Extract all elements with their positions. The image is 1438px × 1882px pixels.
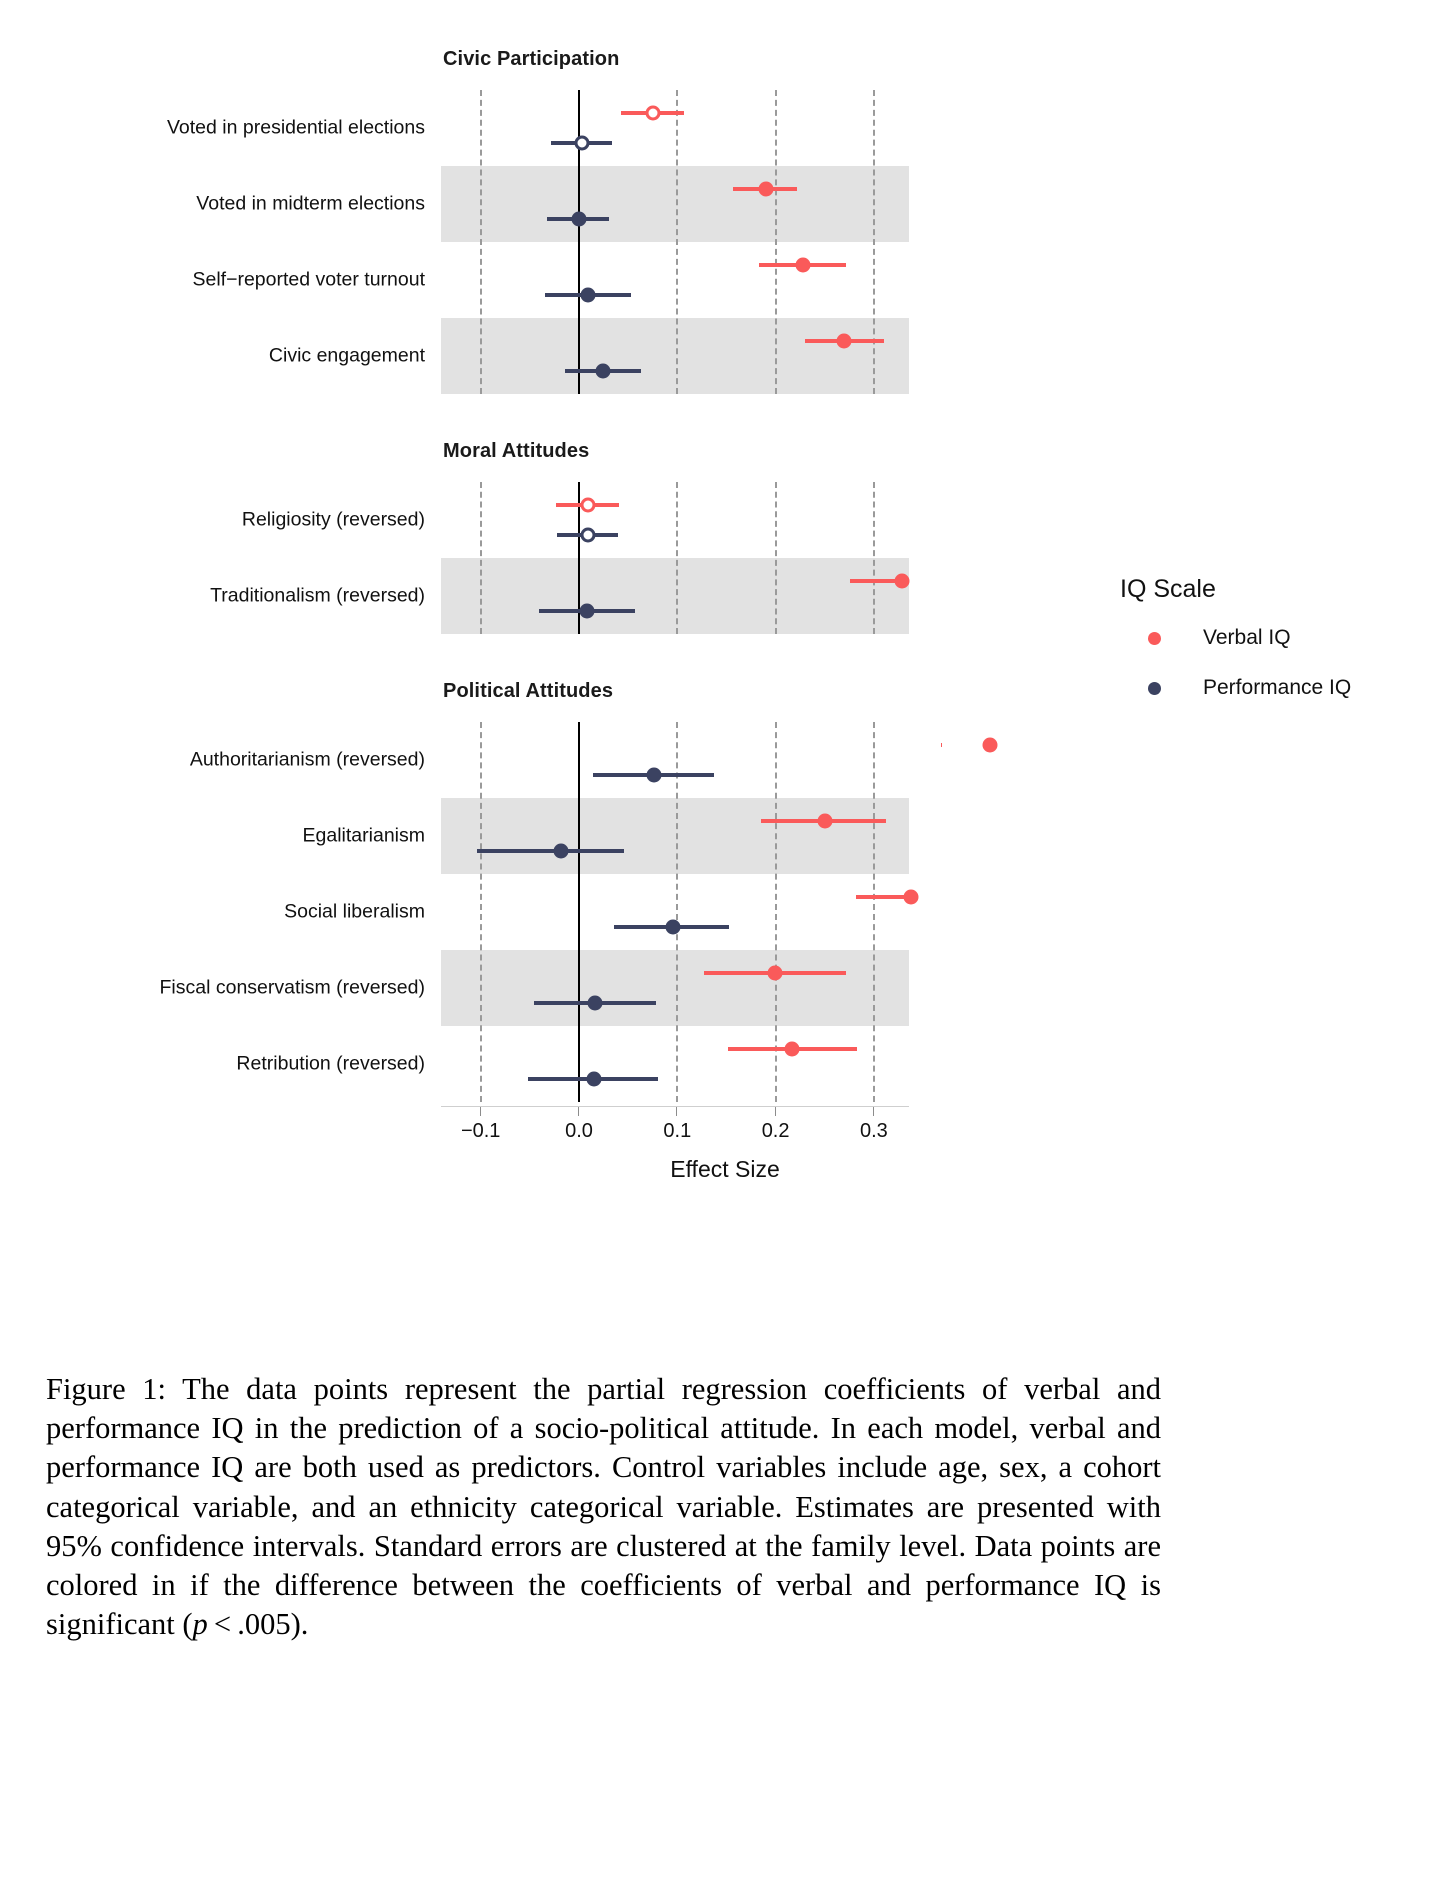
data-point-verbal-iq bbox=[904, 890, 919, 905]
data-point-performance-iq bbox=[666, 920, 681, 935]
x-axis-tick-label-1: 0.0 bbox=[565, 1120, 593, 1142]
data-point-performance-iq bbox=[580, 288, 595, 303]
gridline-4 bbox=[873, 482, 875, 634]
row-label: Authoritarianism (reversed) bbox=[189, 748, 425, 771]
row-label: Social liberalism bbox=[284, 900, 425, 923]
data-point-verbal-iq bbox=[837, 334, 852, 349]
data-point-performance-iq bbox=[595, 364, 610, 379]
row-label: Civic engagement bbox=[268, 344, 425, 367]
x-axis-tick-3 bbox=[775, 1107, 776, 1116]
data-point-verbal-iq bbox=[767, 966, 782, 981]
data-point-verbal-iq bbox=[982, 738, 997, 753]
gridline-2 bbox=[676, 90, 678, 394]
row-stripe bbox=[441, 318, 909, 394]
row-label: Self−reported voter turnout bbox=[192, 268, 425, 291]
data-point-verbal-iq bbox=[895, 574, 910, 589]
x-axis-title: Effect Size bbox=[670, 1156, 780, 1182]
x-axis-tick-0 bbox=[480, 1107, 481, 1116]
x-axis-line bbox=[441, 1106, 909, 1107]
ci-bar-verbal-iq bbox=[941, 743, 942, 747]
legend-dot-verbal-iq bbox=[1148, 632, 1161, 645]
x-axis-tick-2 bbox=[676, 1107, 677, 1116]
ci-bar-verbal-iq bbox=[856, 895, 909, 899]
gridline-3 bbox=[775, 90, 777, 394]
x-axis-tick-4 bbox=[873, 1107, 874, 1116]
row-stripe bbox=[441, 950, 909, 1026]
legend bbox=[1120, 575, 1351, 726]
figure-caption: Figure 1: The data points represent the partial regression coefficients of verbal and performance IQ in the prediction of a socio-political attitude. In each model, verbal and performance IQ are both used as predictors. Control variables include age, sex, a cohort categorical variable, and an ethnicity categorical variable. Estimates are presented with 95% confidence intervals. Standard errors are clustered at the family level. Data points are colored in if the difference between the coefficients of verbal and performance IQ is significant (p < .005). bbox=[46, 1372, 1161, 1642]
data-point-performance-iq bbox=[586, 1072, 601, 1087]
data-point-verbal-iq bbox=[580, 498, 595, 513]
data-point-performance-iq bbox=[572, 212, 587, 227]
legend-title: IQ Scale bbox=[1120, 575, 1216, 603]
data-point-performance-iq bbox=[587, 996, 602, 1011]
section-title-2: Political Attitudes bbox=[443, 680, 614, 702]
legend-label-performance-iq: Performance IQ bbox=[1203, 676, 1352, 699]
ci-bar-performance-iq bbox=[477, 849, 624, 853]
data-point-performance-iq bbox=[554, 844, 569, 859]
gridline-3 bbox=[775, 722, 777, 1102]
gridline-0 bbox=[480, 482, 482, 634]
legend-dot-performance-iq bbox=[1148, 682, 1161, 695]
x-axis-tick-label-4: 0.3 bbox=[859, 1120, 888, 1142]
legend-label-verbal-iq: Verbal IQ bbox=[1203, 626, 1291, 649]
gridline-2 bbox=[676, 482, 678, 634]
section-title-1: Moral Attitudes bbox=[443, 440, 590, 462]
legend-item-performance-iq bbox=[1120, 676, 1351, 700]
data-point-performance-iq bbox=[646, 768, 661, 783]
x-axis-tick-label-2: 0.1 bbox=[663, 1120, 692, 1142]
x-axis-tick-1 bbox=[578, 1107, 579, 1116]
x-axis-tick-label-3: 0.2 bbox=[761, 1120, 790, 1142]
row-label: Traditionalism (reversed) bbox=[210, 584, 425, 607]
row-stripe bbox=[441, 558, 909, 634]
section-title-0: Civic Participation bbox=[443, 48, 620, 70]
legend-item-verbal-iq bbox=[1120, 626, 1351, 650]
data-point-verbal-iq bbox=[817, 814, 832, 829]
row-label: Voted in presidential elections bbox=[166, 116, 425, 139]
x-axis-tick-label-0: −0.1 bbox=[460, 1120, 501, 1142]
gridline-0 bbox=[480, 90, 482, 394]
zero-reference-line bbox=[578, 722, 580, 1102]
gridline-2 bbox=[676, 722, 678, 1102]
row-stripe bbox=[441, 798, 909, 874]
data-point-verbal-iq bbox=[785, 1042, 800, 1057]
data-point-performance-iq bbox=[574, 136, 589, 151]
row-label: Egalitarianism bbox=[302, 824, 425, 847]
gridline-0 bbox=[480, 722, 482, 1102]
row-stripe bbox=[441, 166, 909, 242]
data-point-performance-iq bbox=[580, 528, 595, 543]
gridline-4 bbox=[873, 90, 875, 394]
row-label: Religiosity (reversed) bbox=[241, 508, 425, 531]
gridline-3 bbox=[775, 482, 777, 634]
data-point-verbal-iq bbox=[758, 182, 773, 197]
row-label: Retribution (reversed) bbox=[236, 1052, 425, 1075]
gridline-4 bbox=[873, 722, 875, 1102]
row-label: Voted in midterm elections bbox=[196, 192, 425, 215]
data-point-verbal-iq bbox=[796, 258, 811, 273]
row-label: Fiscal conservatism (reversed) bbox=[159, 976, 425, 999]
data-point-verbal-iq bbox=[645, 106, 660, 121]
data-point-performance-iq bbox=[579, 604, 594, 619]
